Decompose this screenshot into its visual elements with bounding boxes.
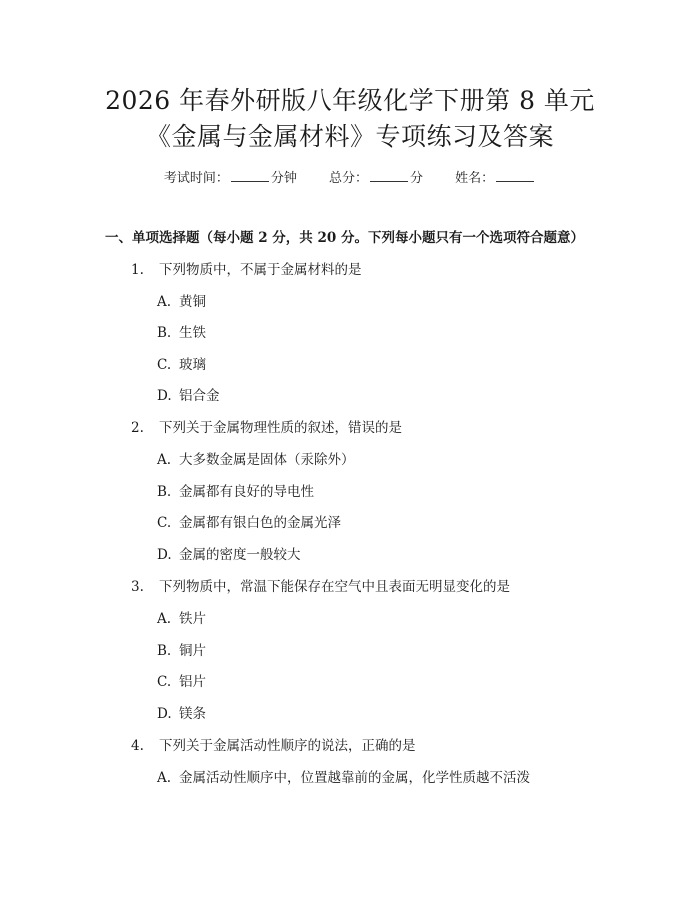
option-letter: A.: [157, 452, 172, 468]
question-text: 下列物质中，不属于金属材料的是: [159, 262, 362, 278]
option-letter: D.: [157, 547, 172, 563]
exam-time-field: [164, 171, 297, 185]
option-letter: C.: [157, 357, 172, 373]
total-score-field: [329, 171, 423, 185]
option-letter: A.: [157, 611, 172, 627]
section-heading: 一、单项选择题（每小题 2 分，共 20 分。下列每小题只有一个选项符合题意）: [105, 230, 584, 246]
total-score-unit: 分: [410, 171, 424, 186]
student-name-label: 姓名：: [455, 171, 495, 186]
option-text: 玻璃: [179, 357, 206, 373]
question-3-option-b: [157, 645, 206, 659]
option-letter: D.: [157, 388, 172, 404]
option-text: 金属活动性顺序中，位置越靠前的金属，化学性质越不活泼: [179, 770, 530, 786]
option-text: 金属都有银白色的金属光泽: [179, 515, 341, 531]
question-2-option-c: [157, 517, 341, 531]
question-text: 下列关于金属物理性质的叙述，错误的是: [159, 420, 402, 436]
option-text: 大多数金属是固体（汞除外）: [179, 452, 355, 468]
total-score-label: 总分：: [328, 171, 368, 186]
option-text: 金属都有良好的导电性: [179, 484, 314, 500]
option-text: 金属的密度一般较大: [179, 547, 301, 563]
option-letter: D.: [157, 706, 172, 722]
question-4-stem: [131, 740, 416, 754]
question-number: 1.: [131, 262, 144, 278]
option-text: 镁条: [179, 706, 206, 722]
option-text: 铝片: [179, 674, 206, 690]
question-text: 下列物质中，常温下能保存在空气中且表面无明显变化的是: [159, 579, 510, 595]
question-2-option-d: [157, 549, 301, 563]
option-letter: B.: [157, 643, 172, 659]
question-3-option-a: [157, 613, 206, 627]
total-score-blank: [370, 171, 408, 182]
question-2-option-b: [157, 486, 314, 500]
option-text: 铁片: [179, 611, 206, 627]
question-1-option-d: [157, 390, 220, 404]
document-title-line1: 2026 年春外研版八年级化学下册第 8 单元: [105, 86, 595, 115]
document-title-line2: 《金属与金属材料》专项练习及答案: [145, 122, 554, 151]
option-letter: A.: [157, 294, 172, 310]
question-number: 3.: [131, 579, 144, 595]
question-3-option-c: [157, 676, 206, 690]
exam-time-blank: [231, 171, 269, 182]
option-letter: B.: [157, 325, 172, 341]
question-text: 下列关于金属活动性顺序的说法，正确的是: [159, 738, 416, 754]
question-4-option-a: [157, 772, 530, 786]
option-text: 铜片: [179, 643, 206, 659]
question-2-stem: [131, 422, 402, 436]
exam-time-unit: 分钟: [270, 171, 297, 186]
option-text: 铝合金: [179, 388, 220, 404]
question-3-stem: [131, 581, 510, 595]
question-1-option-c: [157, 359, 206, 373]
question-1-option-a: [157, 296, 206, 310]
option-letter: C.: [157, 515, 172, 531]
student-name-blank: [496, 171, 534, 182]
question-number: 4.: [131, 738, 144, 754]
option-letter: C.: [157, 674, 172, 690]
exam-time-label: 考试时间：: [163, 171, 229, 186]
option-letter: B.: [157, 484, 172, 500]
question-1-option-b: [157, 327, 206, 341]
option-letter: A.: [157, 770, 172, 786]
student-name-field: [455, 171, 536, 185]
exam-info-row: [0, 171, 700, 185]
question-1-stem: [131, 264, 362, 278]
option-text: 黄铜: [179, 294, 206, 310]
question-2-option-a: [157, 454, 355, 468]
question-number: 2.: [131, 420, 144, 436]
question-3-option-d: [157, 708, 206, 722]
option-text: 生铁: [179, 325, 206, 341]
